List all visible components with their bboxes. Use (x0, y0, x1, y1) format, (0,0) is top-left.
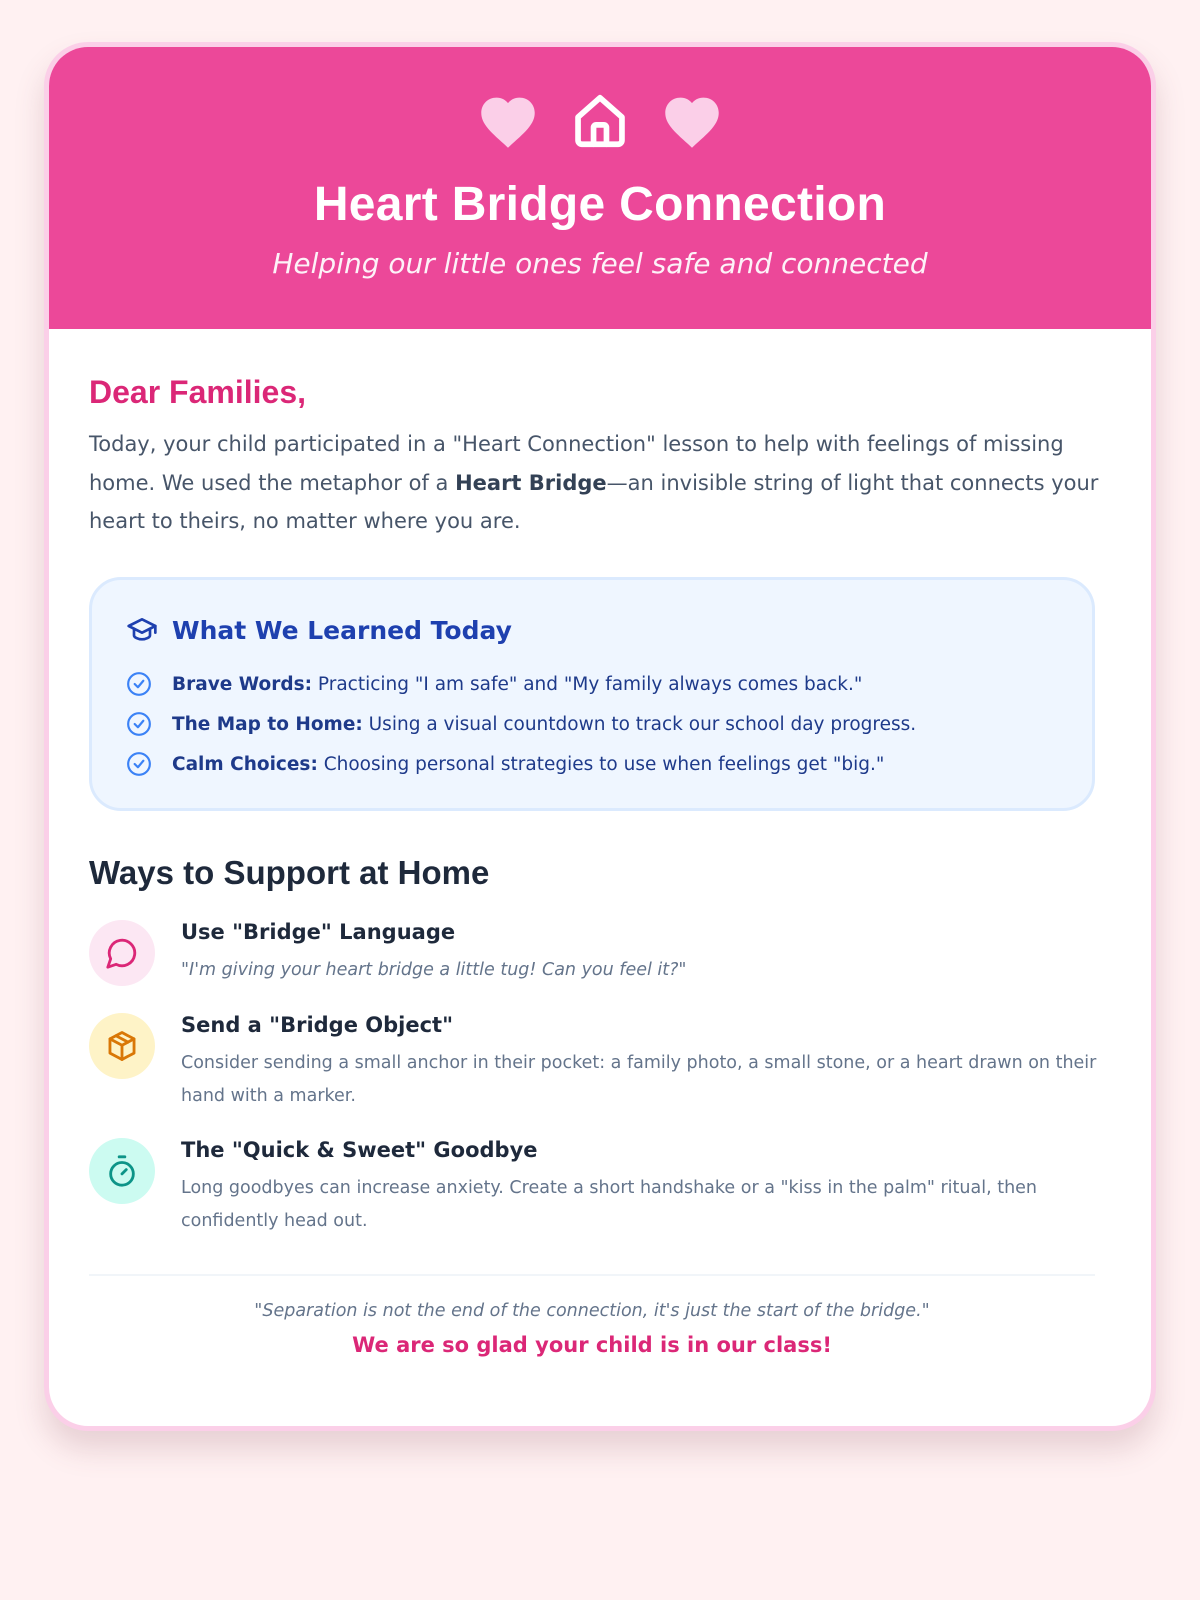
check-circle-icon (126, 751, 152, 777)
box-icon (105, 1029, 139, 1063)
learned-item-label: Calm Choices: (172, 753, 318, 775)
check-circle-icon (126, 671, 152, 697)
learned-item (126, 751, 884, 777)
support-heading: Ways to Support at Home (89, 854, 490, 891)
tip-title: Use "Bridge" Language (181, 920, 456, 944)
learned-heading (126, 614, 512, 646)
tip-title: The "Quick & Sweet" Goodbye (181, 1138, 538, 1162)
learned-item-label: The Map to Home: (172, 713, 363, 735)
learned-item (126, 671, 862, 697)
intro-bold: Heart Bridge (455, 470, 607, 495)
intro-text: Today, your child participated in a "Heart Connection" lesson to help with feelings of missing home. We used the metaphor of a (89, 432, 1064, 495)
learned-title: What We Learned Today (172, 615, 512, 645)
learned-item (126, 711, 916, 737)
header-icons (49, 90, 1151, 152)
chat-bubble-icon (105, 936, 139, 970)
header-banner (49, 47, 1151, 329)
footer-note: We are so glad your child is in our class! (352, 1333, 832, 1357)
tip-icon-circle (89, 1138, 155, 1204)
intro-text-end: —an invisible string of light that connects your heart to theirs, no matter where you are. (89, 470, 1099, 533)
tip-text: Consider sending a small anchor in their pocket: a family photo, a small stone, or a heart drawn on their hand with a marker. (181, 1053, 1097, 1106)
heart-icon (477, 93, 539, 149)
newsletter-card (44, 42, 1156, 1431)
learned-item-label: Brave Words: (172, 673, 312, 695)
footer-quote: "Separation is not the end of the connection, it's just the start of the bridge." (254, 1301, 930, 1321)
learned-item-desc: Choosing personal strategies to use when feelings get "big." (317, 753, 885, 775)
intro-paragraph (89, 425, 1099, 541)
learned-item-desc: Practicing "I am safe" and "My family always comes back." (312, 673, 863, 695)
learned-item-desc: Using a visual countdown to track our school day progress. (362, 713, 917, 735)
divider (89, 1274, 1095, 1276)
tip-icon-circle (89, 920, 155, 986)
learned-item-text (172, 754, 884, 775)
tip-text: Long goodbyes can increase anxiety. Create a short handshake or a "kiss in the palm" ritual, then confidently head out. (181, 1178, 1038, 1231)
page-title: Heart Bridge Connection (313, 178, 887, 231)
learned-item-text (172, 674, 862, 695)
tip-title: Send a "Bridge Object" (181, 1013, 454, 1037)
page-subtitle: Helping our little ones feel safe and connected (272, 247, 928, 280)
home-icon (569, 90, 631, 152)
stopwatch-icon (105, 1154, 139, 1188)
learned-item-text (172, 714, 916, 735)
tip-text: "I'm giving your heart bridge a little tug! Can you feel it?" (181, 960, 687, 980)
tip-icon-circle (89, 1013, 155, 1079)
heart-icon (661, 93, 723, 149)
graduation-cap-icon (126, 614, 158, 646)
greeting: Dear Families, (89, 374, 306, 410)
learned-box (89, 577, 1095, 811)
check-circle-icon (126, 711, 152, 737)
